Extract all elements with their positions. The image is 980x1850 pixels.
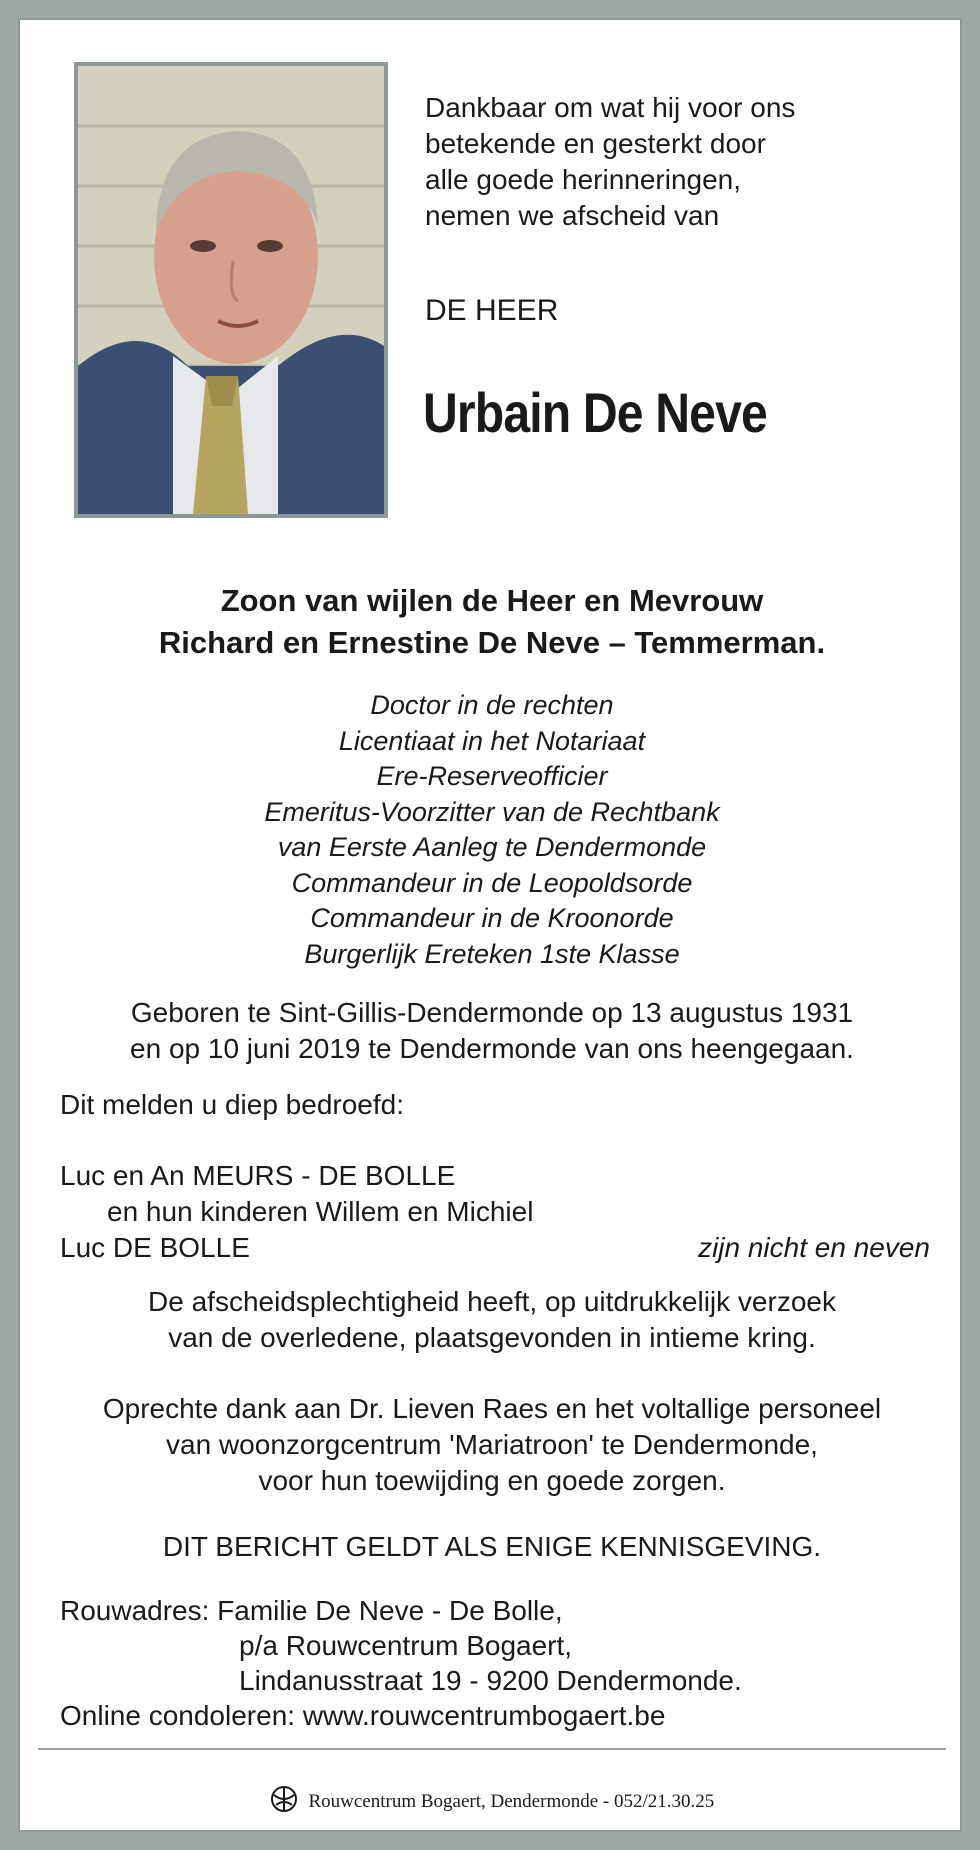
intro-line: Dankbaar om wat hij voor ons [425, 92, 796, 123]
title-item: Ere-Reserveofficier [376, 761, 608, 791]
birth-death-info [20, 995, 964, 1067]
thanks-line: Oprechte dank aan Dr. Lieven Raes en het voltallige personeel [102, 1393, 882, 1424]
notice-line: DIT BERICHT GELDT ALS ENIGE KENNISGEVING. [162, 1531, 822, 1562]
title-item: Doctor in de rechten [370, 690, 614, 720]
footer [20, 1785, 964, 1819]
portrait-photo [74, 62, 388, 518]
thanks-line: van woonzorgcentrum 'Mariatroon' te Dendermonde, [166, 1429, 818, 1460]
footer-text: Rouwcentrum Bogaert, Dendermonde - 052/21.30.25 [308, 1791, 715, 1812]
family-row [60, 1230, 930, 1266]
ceremony-line: van de overledene, plaatsgevonden in intieme kring. [168, 1322, 816, 1353]
family-list [60, 1158, 930, 1266]
condolence-link[interactable]: Online condoleren: www.rouwcentrumbogaert.be [60, 1700, 666, 1731]
title-item: Commandeur in de Leopoldsorde [291, 867, 693, 898]
address-block [60, 1593, 930, 1733]
parents-line: Zoon van wijlen de Heer en Mevrouw [220, 583, 764, 618]
address-line: Rouwadres: Familie De Neve - De Bolle, [60, 1595, 563, 1626]
born-line: Geboren te Sint-Gillis-Dendermonde op 13 augustus 1931 [130, 997, 854, 1028]
thanks-section [20, 1391, 964, 1499]
title-item: Commandeur in de Kroonorde [310, 903, 674, 933]
family-line: en hun kinderen Willem en Michiel [107, 1196, 534, 1227]
title-item: Licentiaat in het Notariaat [338, 725, 646, 756]
portrait-image [78, 66, 384, 514]
title-item: van Eerste Aanleg te Dendermonde [277, 832, 707, 862]
address-line: p/a Rouwcentrum Bogaert, [239, 1630, 573, 1661]
notify-line: Dit melden u diep bedroefd: [60, 1089, 404, 1120]
honorific: DE HEER [425, 294, 559, 327]
intro-line: betekende en gesterkt door [425, 128, 766, 159]
intro-line: alle goede herinneringen, [425, 164, 742, 195]
deceased-name: Urbain De Neve [423, 381, 767, 444]
born-line: en op 10 juni 2019 te Dendermonde van ons heengegaan. [130, 1033, 854, 1064]
ceremony-info [20, 1284, 964, 1356]
address-line: Lindanusstraat 19 - 9200 Dendermonde. [239, 1665, 742, 1696]
ceremony-line: De afscheidsplechtigheid heeft, op uitdrukkelijk verzoek [148, 1286, 836, 1317]
obituary-card [18, 18, 962, 1832]
funeral-home-logo-icon [270, 1785, 298, 1819]
parents-line: Richard en Ernestine De Neve – Temmerman. [158, 625, 826, 660]
parents-section [20, 580, 964, 664]
family-relation: zijn nicht en neven [698, 1232, 930, 1263]
footer-divider [38, 1748, 946, 1750]
title-item: Burgerlijk Ereteken 1ste Klasse [304, 938, 680, 969]
intro-text [425, 90, 945, 234]
title-item: Emeritus-Voorzitter van de Rechtbank [264, 796, 720, 827]
titles-list [20, 688, 964, 972]
thanks-line: voor hun toewijding en goede zorgen. [258, 1465, 726, 1496]
family-line: Luc en An MEURS - DE BOLLE [60, 1160, 456, 1191]
intro-line: nemen we afscheid van [425, 200, 720, 231]
family-line: Luc DE BOLLE [60, 1232, 250, 1263]
